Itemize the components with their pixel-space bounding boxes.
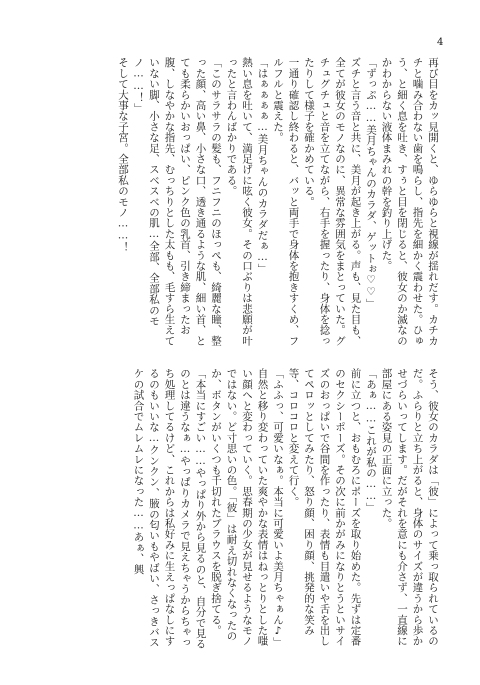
dialogue-line: 「はぁぁぁぁ…美月ちゃんのカラダだぁ…」 xyxy=(256,57,269,274)
page-number: 4 xyxy=(437,37,444,48)
dialogue-line: 「あぁ……これが私の……」 xyxy=(365,368,377,514)
paragraph: 再び目をカッ見開くと、ゆらゆらと視線が揺れだす。カチカチと噛み合わない歯を鳴らし、指先を細かく震わせた。ひゅう、と細く息を吐き、すぅと目を閉じると、彼女のか滅なのかわからない液体まみれの幹を釣り上げた。 xyxy=(380,57,439,346)
paragraph: 熱い息を吐いて、満足げに呟く彼女。その口ぶりは悲願が叶ったと言わんばかりである。 xyxy=(225,57,253,346)
paragraph: 前に立つと、おもむろにポーズを取り始めた。先ずは定番のセクシーポーズ。その次に前かがみになりとうといサイズのおっぱいで谷間を作ったり、表情も目遣いや舌を出してペロッとしてみたり、怒り顔、困り顔、挑発的な笑み等、コロコロと変えて行く。 xyxy=(287,368,362,647)
lower-text-column xyxy=(40,368,440,653)
paragraph: そして大事な子宮。全部私のモノ……！ xyxy=(117,57,129,253)
paragraph: 一通り確認し終わると、バッと両手で身体を抱きすくめ、フルフルと震えた。 xyxy=(272,57,300,346)
paragraph: 自然と移り変わっていた爽やかな表情はねっとりとした嗤い顔へと変わっていく。思春期の少女が見せるようなモノではない。ど寸思いの色。「彼」は耐え切れなくなったのか、ボタンがいくつも千切れたブラウスを脱ぎ捨てる。 xyxy=(210,368,269,647)
paragraph: ズチと言う音と共に、美月が起き上がる。声も、見た目も、全てが彼女のモノなのに、異常な雰囲気をまとっていた。グチュグチュと音を立てながら、右手を握ったり、身体を捻ったりして様子を確かめている。 xyxy=(303,57,362,346)
dialogue-line: 「ずっぷ……美月ちゃんのカラダ、ゲットぉ♡♡」 xyxy=(365,57,377,310)
upper-text-column xyxy=(40,57,440,347)
dialogue-line: 「本当にすごい……やっぱり外から見るのと、自分で見るのとは違うなぁ…やっぱりカメラで見えちゃうからちゃっち処理してるけど、これからは私好みに生えっぱなしにするのもいいな…クンクン、腋の匂いもやばい、さっきバスケの試合でムレムレになった……あぁ、興 xyxy=(132,368,207,650)
paragraph: そう、彼女のカラダは「彼」によって乗っ取られているのだ。ふらりと立ち上がると、身体のサイズが違うから歩かせづらいってします。だがそれを意にも介さず、一直線に部屋にある姿見の正面に立った。 xyxy=(380,368,439,647)
dialogue-line: 「ふふっ、可愛いなぁ。本当に可愛いよ美月ちゃぁん♪」 xyxy=(272,368,284,648)
dialogue-line: 「このサラサラの髪も、フニフニのほっぺも、綺麗な瞳、整った顔、高い鼻、小さな口、透き通るような肌、細い首、とても柔らかいおっぱい、ピンク色の乳首、引き締まったお腹、しなやかな指先、むっちりとした太もも、毛すら生えていない脚、小さな足、スベスベの肌…全部、全部私のモノ……！」 xyxy=(132,57,222,346)
